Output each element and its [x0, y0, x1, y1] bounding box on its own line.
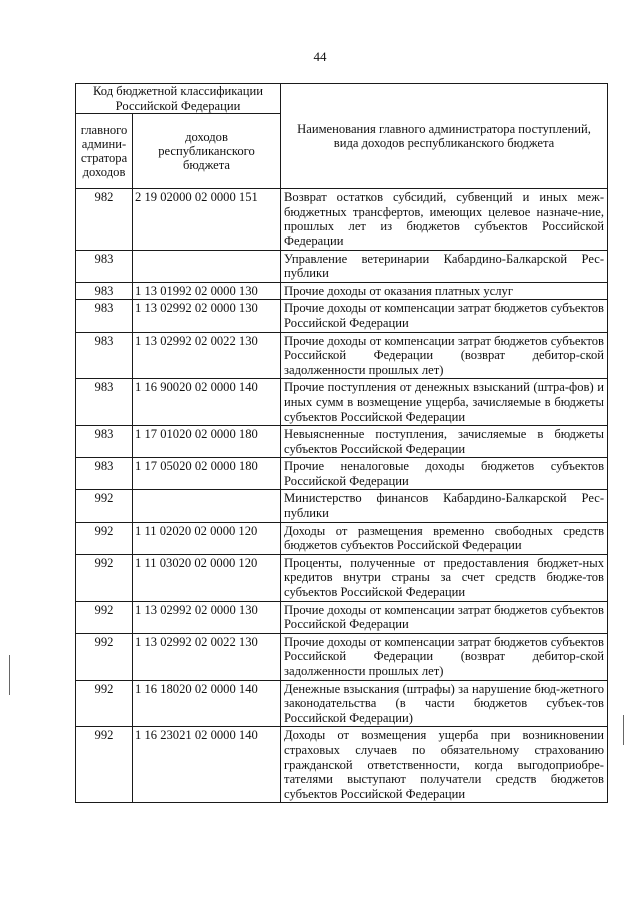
budget-classification-table	[75, 83, 608, 803]
scan-margin-mark	[9, 655, 10, 695]
revenue-name-cell: Невыясненные поступления, зачисляемые в бюджеты субъектов Российской Федерации	[281, 426, 608, 458]
revenue-code-cell: 1 13 02992 02 0022 130	[133, 332, 281, 379]
table-row	[76, 680, 608, 727]
revenue-name-cell: Министерство финансов Кабардино-Балкарской Рес-публики	[281, 490, 608, 522]
admin-code-cell: 992	[76, 490, 133, 522]
header-budget-revenue: доходов республиканского бюджета	[133, 114, 281, 189]
admin-code-cell: 983	[76, 300, 133, 332]
admin-code-cell: 983	[76, 250, 133, 282]
revenue-name-cell: Возврат остатков субсидий, субвенций и иных меж-бюджетных трансфертов, имеющих целевое назначе-ние, прошлых лет из бюджетов субъектов Российской Федерации	[281, 189, 608, 250]
scan-margin-mark	[623, 715, 624, 745]
admin-code-cell: 992	[76, 522, 133, 554]
revenue-code-cell: 1 16 18020 02 0000 140	[133, 680, 281, 727]
table-row	[76, 522, 608, 554]
header-administrator-name: Наименования главного администратора поступлений, вида доходов республиканского бюджета	[281, 84, 608, 189]
revenue-name-cell: Прочие неналоговые доходы бюджетов субъектов Российской Федерации	[281, 458, 608, 490]
revenue-name-cell: Прочие доходы от компенсации затрат бюджетов субъектов Российской Федерации	[281, 601, 608, 633]
table-row	[76, 300, 608, 332]
admin-code-cell: 983	[76, 282, 133, 300]
revenue-name-cell: Прочие поступления от денежных взысканий (штра-фов) и иных сумм в возмещение ущерба, зачисляемые в бюджеты субъектов Российской Федерации	[281, 379, 608, 426]
admin-code-cell: 982	[76, 189, 133, 250]
table-row	[76, 426, 608, 458]
header-main-administrator: главного админи-стратора доходов	[76, 114, 133, 189]
table-row	[76, 250, 608, 282]
table-row	[76, 282, 608, 300]
admin-code-cell: 992	[76, 601, 133, 633]
revenue-name-cell: Прочие доходы от компенсации затрат бюджетов субъектов Российской Федерации (возврат дебитор-ской задолженности прошлых лет)	[281, 633, 608, 680]
table-row	[76, 601, 608, 633]
revenue-code-cell: 1 16 90020 02 0000 140	[133, 379, 281, 426]
table-row	[76, 554, 608, 601]
revenue-code-cell: 1 13 01992 02 0000 130	[133, 282, 281, 300]
revenue-name-cell: Прочие доходы от компенсации затрат бюджетов субъектов Российской Федерации	[281, 300, 608, 332]
admin-code-cell: 983	[76, 458, 133, 490]
admin-code-cell: 983	[76, 379, 133, 426]
admin-code-cell: 992	[76, 680, 133, 727]
revenue-code-cell: 1 13 02992 02 0022 130	[133, 633, 281, 680]
table-row	[76, 490, 608, 522]
table-row	[76, 458, 608, 490]
admin-code-cell: 983	[76, 332, 133, 379]
revenue-code-cell	[133, 490, 281, 522]
revenue-code-cell: 1 13 02992 02 0000 130	[133, 601, 281, 633]
revenue-name-cell: Доходы от возмещения ущерба при возникновении страховых случаев по обязательному страхованию гражданской ответственности, когда выгодоприобре-тателями выступают получатели средств бюджетов субъектов Российской Федерации	[281, 727, 608, 803]
admin-code-cell: 992	[76, 727, 133, 803]
table-row	[76, 727, 608, 803]
revenue-code-cell: 2 19 02000 02 0000 151	[133, 189, 281, 250]
admin-code-cell: 992	[76, 554, 133, 601]
revenue-code-cell: 1 11 03020 02 0000 120	[133, 554, 281, 601]
table-row	[76, 189, 608, 250]
page-number: 44	[313, 49, 327, 64]
table-row	[76, 379, 608, 426]
table-row	[76, 633, 608, 680]
revenue-code-cell: 1 11 02020 02 0000 120	[133, 522, 281, 554]
table-body	[76, 189, 608, 803]
revenue-name-cell: Денежные взыскания (штрафы) за нарушение бюд-жетного законодательства (в части бюджетов субъек-тов Российской Федерации)	[281, 680, 608, 727]
revenue-name-cell: Проценты, полученные от предоставления бюджет-ных кредитов внутри страны за счет средств бюдже-тов субъектов Российской Федерации	[281, 554, 608, 601]
revenue-code-cell	[133, 250, 281, 282]
revenue-code-cell: 1 17 01020 02 0000 180	[133, 426, 281, 458]
revenue-code-cell: 1 17 05020 02 0000 180	[133, 458, 281, 490]
table-row	[76, 332, 608, 379]
revenue-code-cell: 1 16 23021 02 0000 140	[133, 727, 281, 803]
revenue-name-cell: Прочие доходы от оказания платных услуг	[281, 282, 608, 300]
revenue-name-cell: Управление ветеринарии Кабардино-Балкарской Рес-публики	[281, 250, 608, 282]
admin-code-cell: 992	[76, 633, 133, 680]
revenue-code-cell: 1 13 02992 02 0000 130	[133, 300, 281, 332]
header-classification-code: Код бюджетной классификации Российской Федерации	[76, 84, 281, 114]
revenue-name-cell: Доходы от размещения временно свободных средств бюджетов субъектов Российской Федерации	[281, 522, 608, 554]
revenue-name-cell: Прочие доходы от компенсации затрат бюджетов субъектов Российской Федерации (возврат дебитор-ской задолженности прошлых лет)	[281, 332, 608, 379]
admin-code-cell: 983	[76, 426, 133, 458]
